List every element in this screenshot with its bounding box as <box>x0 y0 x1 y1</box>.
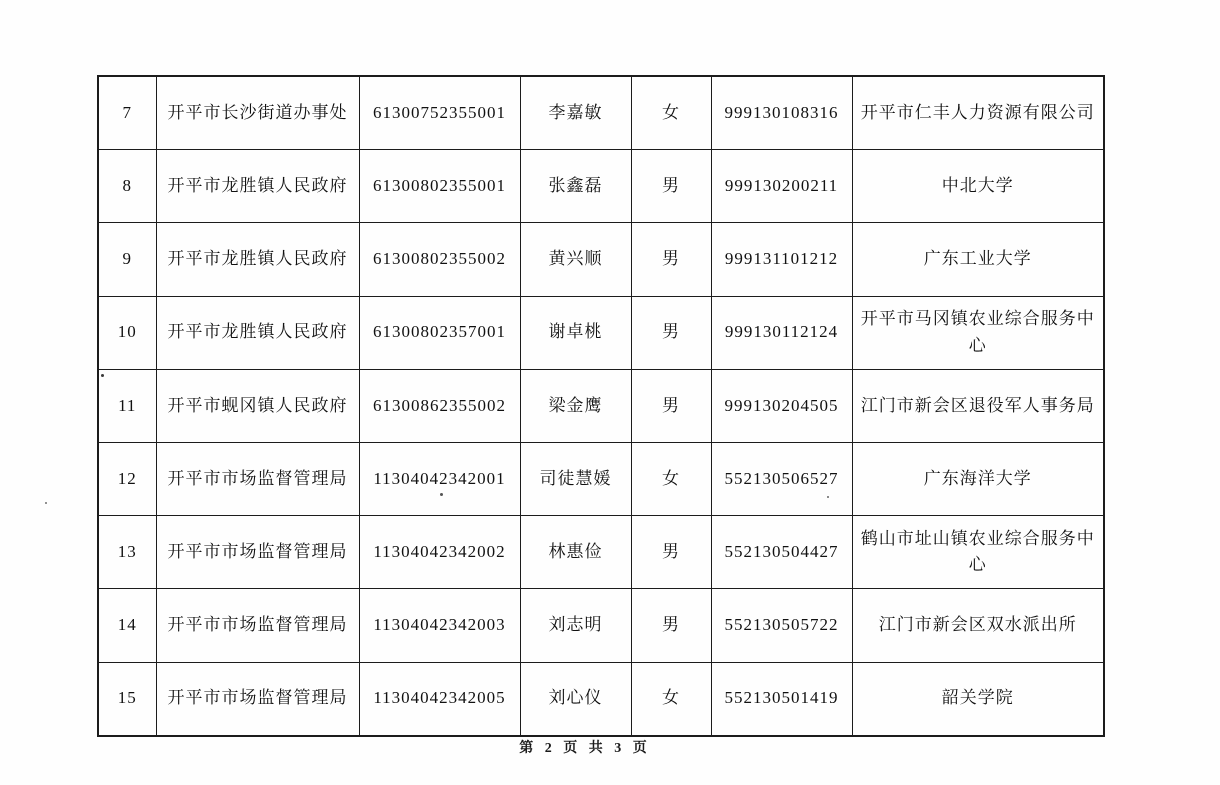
cell-destination: 韶关学院 <box>852 662 1104 736</box>
cell-position-code: 11304042342003 <box>359 589 520 662</box>
cell-gender: 男 <box>631 589 711 662</box>
cell-row-number: 12 <box>98 442 156 515</box>
cell-organization: 开平市长沙街道办事处 <box>156 76 359 150</box>
cell-destination: 广东工业大学 <box>852 223 1104 296</box>
cell-person-name: 张鑫磊 <box>520 150 631 223</box>
table-row <box>98 150 1104 223</box>
cell-row-number: 11 <box>98 369 156 442</box>
cell-exam-number: 999130204505 <box>711 369 852 442</box>
cell-destination: 广东海洋大学 <box>852 442 1104 515</box>
cell-exam-number: 552130504427 <box>711 516 852 589</box>
cell-destination: 江门市新会区退役军人事务局 <box>852 369 1104 442</box>
cell-row-number: 15 <box>98 662 156 736</box>
cell-person-name: 司徒慧媛 <box>520 442 631 515</box>
cell-gender: 男 <box>631 516 711 589</box>
cell-exam-number: 999130108316 <box>711 76 852 150</box>
cell-destination: 开平市马冈镇农业综合服务中心 <box>852 296 1104 369</box>
cell-organization: 开平市市场监督管理局 <box>156 589 359 662</box>
cell-organization: 开平市蚬冈镇人民政府 <box>156 369 359 442</box>
cell-position-code: 61300862355002 <box>359 369 520 442</box>
cell-gender: 女 <box>631 662 711 736</box>
cell-destination: 开平市仁丰人力资源有限公司 <box>852 76 1104 150</box>
cell-organization: 开平市龙胜镇人民政府 <box>156 296 359 369</box>
cell-row-number: 14 <box>98 589 156 662</box>
cell-organization: 开平市市场监督管理局 <box>156 662 359 736</box>
cell-person-name: 刘志明 <box>520 589 631 662</box>
table-row <box>98 296 1104 369</box>
cell-organization: 开平市龙胜镇人民政府 <box>156 150 359 223</box>
scan-speck <box>440 493 443 496</box>
cell-gender: 女 <box>631 442 711 515</box>
scan-speck <box>45 502 47 504</box>
cell-gender: 女 <box>631 76 711 150</box>
cell-person-name: 林惠俭 <box>520 516 631 589</box>
cell-position-code: 61300752355001 <box>359 76 520 150</box>
scan-speck <box>827 496 829 498</box>
cell-exam-number: 552130501419 <box>711 662 852 736</box>
cell-person-name: 谢卓桃 <box>520 296 631 369</box>
cell-position-code: 11304042342002 <box>359 516 520 589</box>
cell-person-name: 梁金鹰 <box>520 369 631 442</box>
cell-position-code: 11304042342005 <box>359 662 520 736</box>
cell-exam-number: 999131101212 <box>711 223 852 296</box>
cell-person-name: 李嘉敏 <box>520 76 631 150</box>
table-row <box>98 223 1104 296</box>
cell-row-number: 13 <box>98 516 156 589</box>
cell-position-code: 61300802355002 <box>359 223 520 296</box>
table-row <box>98 516 1104 589</box>
cell-position-code: 11304042342001 <box>359 442 520 515</box>
table-row <box>98 442 1104 515</box>
cell-row-number: 8 <box>98 150 156 223</box>
cell-row-number: 7 <box>98 76 156 150</box>
cell-person-name: 黄兴顺 <box>520 223 631 296</box>
table-row <box>98 662 1104 736</box>
cell-row-number: 9 <box>98 223 156 296</box>
assignment-table <box>97 75 1105 737</box>
cell-organization: 开平市龙胜镇人民政府 <box>156 223 359 296</box>
cell-destination: 鹤山市址山镇农业综合服务中心 <box>852 516 1104 589</box>
cell-destination: 江门市新会区双水派出所 <box>852 589 1104 662</box>
cell-exam-number: 552130505722 <box>711 589 852 662</box>
cell-gender: 男 <box>631 296 711 369</box>
cell-row-number: 10 <box>98 296 156 369</box>
cell-gender: 男 <box>631 150 711 223</box>
cell-position-code: 61300802357001 <box>359 296 520 369</box>
cell-exam-number: 552130506527 <box>711 442 852 515</box>
cell-organization: 开平市市场监督管理局 <box>156 442 359 515</box>
table-row <box>98 589 1104 662</box>
cell-exam-number: 999130200211 <box>711 150 852 223</box>
cell-person-name: 刘心仪 <box>520 662 631 736</box>
cell-organization: 开平市市场监督管理局 <box>156 516 359 589</box>
scan-speck <box>101 374 104 377</box>
cell-gender: 男 <box>631 369 711 442</box>
cell-exam-number: 999130112124 <box>711 296 852 369</box>
cell-gender: 男 <box>631 223 711 296</box>
table-row <box>98 369 1104 442</box>
page-number-footer: 第 2 页 共 3 页 <box>519 741 651 756</box>
table-row <box>98 76 1104 150</box>
cell-destination: 中北大学 <box>852 150 1104 223</box>
cell-position-code: 61300802355001 <box>359 150 520 223</box>
